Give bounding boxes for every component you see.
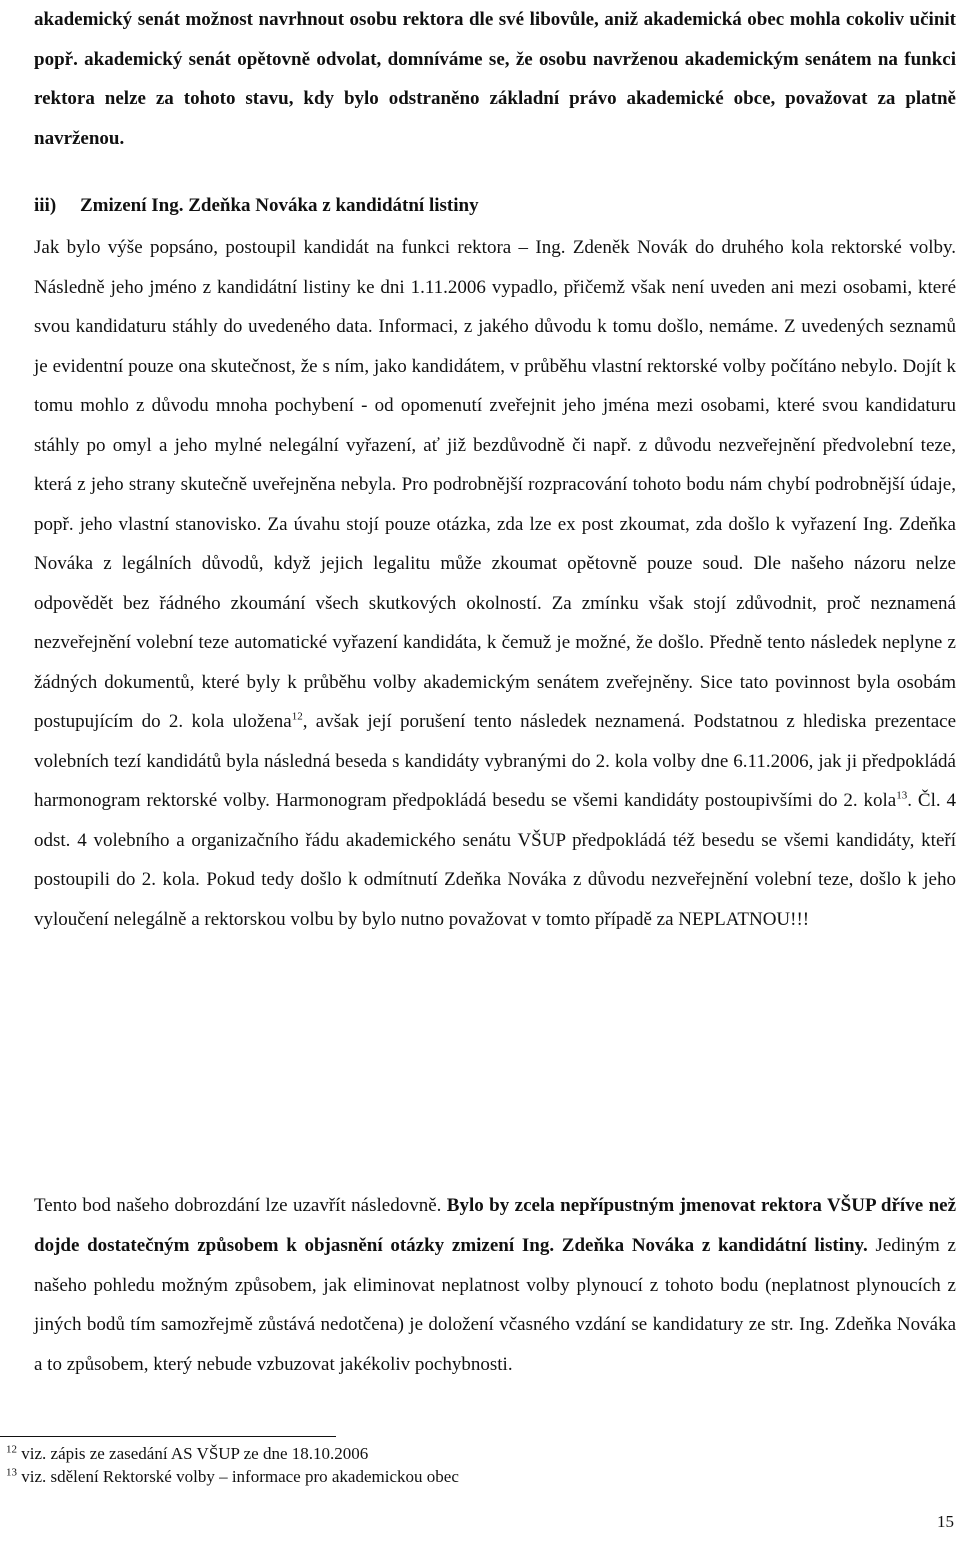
footnote-number: 12 bbox=[6, 1443, 17, 1456]
footnote-12 bbox=[6, 1442, 906, 1465]
section-heading bbox=[34, 191, 934, 221]
conclusion-intro: Tento bod našeho dobrozdání lze uzavřít následovně. bbox=[34, 1195, 447, 1216]
page-number: 15 bbox=[937, 1512, 954, 1531]
conclusion-rest: Jediným z našeho pohledu možným způsobem, jak eliminovat neplatnost volby plynoucí z tohoto bodu (neplatnost plynoucích z jiných bodů tím samozřejmě zůstává nedotčena) je doložení včasného vzdání se kandidatury ze str. Ing. Zdeňka Nováka a to způsobem, který nebude vzbuzovat jakékoliv pochybnosti. bbox=[34, 1234, 956, 1376]
section-body-part-3: . Čl. 4 odst. 4 volebního a organizačního řádu akademického senátu VŠUP předpokládá též besedu se všemi kandidáty, kteří postoupili do 2. kola. Pokud tedy došlo k odmítnutí Zdeňka Nováka z důvodu nezveřejnění volební teze, došlo k jeho vyloučení nelegálně a rektorskou volbu by bylo nutno považovat v tomto případě za NEPLATNOU!!! bbox=[34, 790, 957, 930]
intro-paragraph: akademický senát možnost navrhnout osobu rektora dle své libovůle, aniž akademická obec mohla cokoliv učinit popř. akademický senát opětovně odvolat, domníváme se, že osobu navrženou akademickým senátem na funkci rektora nelze za tohoto stavu, kdy bylo odstraněno základní právo akademické obce, považovat za platně navrženou. bbox=[34, 9, 956, 149]
footnote-13 bbox=[6, 1465, 906, 1488]
section-number: iii) bbox=[34, 195, 57, 216]
footnote-separator bbox=[0, 1436, 336, 1437]
footnote-number: 13 bbox=[6, 1466, 17, 1479]
conclusion-bold-statement: Bylo by zcela nepřípustným jmenovat rektora VŠUP dříve než dojde dostatečným způsobem k objasnění otázky zmizení Ing. Zdeňka Nováka z kandidátní listiny. bbox=[34, 1195, 956, 1256]
footnote-ref-12[interactable]: 12 bbox=[291, 710, 303, 723]
footnote-text: viz. zápis ze zasedání AS VŠUP ze dne 18.10.2006 bbox=[17, 1444, 369, 1463]
conclusion-paragraph bbox=[34, 1186, 956, 1385]
section-title: Zmizení Ing. Zdeňka Nováka z kandidátní listiny bbox=[80, 195, 479, 216]
section-body-part-2: , avšak její porušení tento následek neznamená. Podstatnou z hlediska prezentace volebních tezí kandidátů byla následná beseda s kandidáty vybranými do 2. kola volby dne 6.11.2006, jak ji předpokládá harmonogram rektorské volby. Harmonogram předpokládá besedu se všemi kandidáty postoupivšími do 2. kola bbox=[34, 711, 957, 811]
footnotes bbox=[6, 1442, 906, 1488]
section-body-part-1: Jak bylo výše popsáno, postoupil kandidát na funkci rektora – Ing. Zdeněk Novák do druhého kola rektorské volby. Následně jeho jméno z kandidátní listiny ke dni 1.11.2006 vypadlo, přičemž však není uveden ani mezi osobami, které svou kandidaturu stáhly do uvedeného data. Informaci, z jakého důvodu k tomu došlo, nemáme. Z uvedených seznamů je evidentní pouze ona skutečnost, že s ním, jako kandidátem, v průběhu vlastní rektorské volby počítáno nebylo. Dojít k tomu mohlo z důvodu mnoha pochybení - od opomenutí zveřejnit jeho jména mezi osobami, které svou kandidaturu stáhly po omyl a jeho mylné nelegální vyřazení, ať již bezdůvodně či např. z důvodu nezveřejnění předvolební teze, která z jeho strany skutečně uveřejněna nebyla. Pro podrobnější rozpracování tohoto bodu nám chybí podrobnější údaje, popř. jeho vlastní stanovisko. Za úvahu stojí pouze otázka, zda lze ex post zkoumat, zda došlo k vyřazení Ing. Zdeňka Nováka z legálních důvodů, když jejich legalitu může zkoumat opětovně pouze soud. Dle našeho názoru nelze odpovědět bez řádného zkoumání všech skutkových okolností. Za zmínku však stojí zdůvodnit, proč neznamená nezveřejnění volební teze automatické vyřazení kandidáta, k čemuž je možné, že došlo. Předně tento následek neplyne z žádných dokumentů, které byly k průběhu volby akademickým senátem zveřejněny. Sice tato povinnost byla osobám postupujícím do 2. kola uložena bbox=[34, 237, 956, 732]
footnote-ref-13[interactable]: 13 bbox=[896, 789, 908, 802]
section-body-paragraph bbox=[34, 228, 956, 939]
footnote-text: viz. sdělení Rektorské volby – informace pro akademickou obec bbox=[17, 1467, 459, 1486]
